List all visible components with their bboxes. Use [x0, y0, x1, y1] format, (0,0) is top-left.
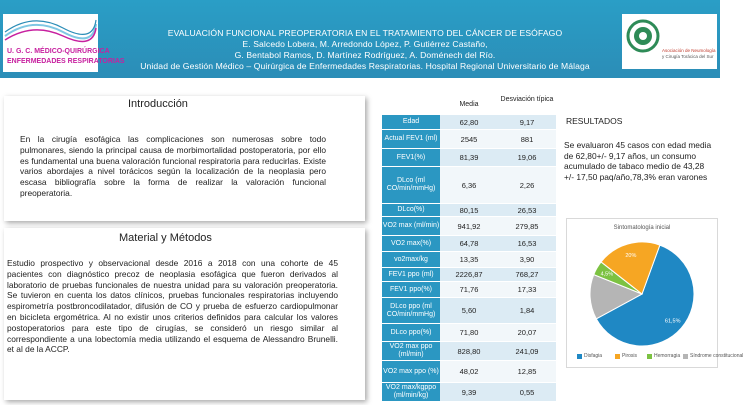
table-row — [382, 236, 557, 251]
pie-legend-entry — [647, 353, 680, 359]
intro-title: Introducción — [128, 98, 188, 110]
table-row — [382, 115, 557, 129]
poster-affiliation: Unidad de Gestión Médico – Quirúrgica de Enfermedades Respiratorias. Hospital Regional Universitario de Málaga — [140, 61, 590, 71]
pie-data-label: 4,5% — [600, 271, 614, 278]
poster-header — [0, 0, 720, 78]
methods-text: Estudio prospectivo y observacional desde 2016 a 2018 con una cohorte de 45 pacientes con diagnóstico precoz de neoplasia esofágica que fueron derivados al laboratorio de pruebas funcionales de nuestra unidad para su valoración preoperatoria. Se tuvieron en cuenta los datos clínicos, pruebas funcionales respiratorias incluyendo espirometría postbroncodilatador, difusión de CO y prueba de esfuerzo cardiopulmonar en bicicleta ergométrica. Al no existir unos criterios definidos para calcular los valores postoperatorios para este tipo de cirugías, se consideró un riesgo similar al correspondiente a una lobectomía media utilizando el esquema de Alessandro Brunelli. et al de la ACCP. — [7, 258, 338, 355]
pie-title: Sintomatología inicial — [613, 225, 671, 231]
table-header-dt: Desviación típica — [500, 96, 554, 103]
intro-panel — [4, 96, 365, 221]
table-cell-dt: 9,17 — [498, 115, 556, 129]
table-cell-media: 81,39 — [440, 149, 498, 166]
results-title: RESULTADOS — [566, 116, 623, 126]
table-row-label: DLco ppo (ml CO/min/mmHg) — [382, 298, 440, 323]
table-row-label: VO2 max ppo (ml/min) — [382, 342, 440, 360]
pie-data-label: 61,5% — [664, 318, 681, 325]
table-cell-dt: 1,84 — [498, 298, 556, 323]
poster-title-block — [110, 28, 620, 72]
table-header-media: Media — [459, 101, 479, 108]
table-cell-media: 71,80 — [440, 324, 498, 341]
table-row-separator — [382, 401, 557, 402]
table-row — [382, 342, 557, 360]
table-row-label: vo2max/kg — [382, 252, 440, 267]
results-text: Se evaluaron 45 casos con edad media de 62,80+/- 9,17 años, un consumo acumulado de tabaco medio de 43,28 +/- 17,50 paq/año,78,3% eran varones — [564, 140, 712, 182]
poster-authors-2: G. Bentabol Ramos, D. Martínez Rodríguez, A. Doménech del Río. — [234, 50, 496, 60]
pie-legend-swatch — [647, 354, 652, 359]
table-row-label: DLco (ml CO/min/mmHg) — [382, 167, 440, 203]
table-cell-media: 941,92 — [440, 217, 498, 235]
table-cell-media: 6,36 — [440, 167, 498, 203]
ugc-logo-line-2: ENFERMEDADES RESPIRATORIAS — [7, 58, 125, 65]
table-cell-media: 5,60 — [440, 298, 498, 323]
society-logo — [622, 14, 717, 69]
society-logo-line-2: y Cirugía Torácica del Sur — [662, 54, 714, 59]
table-cell-dt: 241,09 — [498, 342, 556, 360]
table-row-label: VO2 max(%) — [382, 236, 440, 251]
table-row — [382, 217, 557, 235]
table-cell-dt: 12,85 — [498, 361, 556, 382]
table-cell-dt: 17,33 — [498, 282, 556, 297]
methods-title: Material y Métodos — [119, 232, 212, 244]
pie-chart — [566, 218, 743, 368]
table-cell-media: 62,80 — [440, 115, 498, 129]
table-row — [382, 298, 557, 323]
society-logo-emblem-icon — [625, 18, 661, 54]
table-row — [382, 130, 557, 148]
table-row — [382, 361, 557, 382]
pie-chart-svg — [567, 229, 717, 359]
table-row-label: Edad — [382, 115, 440, 129]
pie-legend-swatch — [683, 354, 688, 359]
table-row-label: FEV1 ppo (ml) — [382, 268, 440, 281]
table-row-label: DLco(%) — [382, 204, 440, 216]
pie-legend-label: Síndrome constitucional — [690, 353, 743, 359]
pie-legend-label: Disfagia — [584, 353, 603, 359]
table-row-label: VO2 max/kgppo (ml/min/kg) — [382, 383, 440, 401]
poster-authors-1: E. Salcedo Lobera, M. Arredondo López, P. Gutiérrez Castaño, — [242, 39, 488, 49]
pie-legend — [575, 353, 743, 363]
table-row — [382, 268, 557, 281]
table-cell-media: 9,39 — [440, 383, 498, 401]
table-row — [382, 204, 557, 216]
society-logo-line-1: Asociación de Neumología — [662, 48, 716, 53]
table-row-label: FEV1(%) — [382, 149, 440, 166]
table-row — [382, 149, 557, 166]
pie-legend-swatch — [577, 354, 582, 359]
table-cell-media: 828,80 — [440, 342, 498, 360]
table-cell-dt: 0,55 — [498, 383, 556, 401]
table-cell-dt: 768,27 — [498, 268, 556, 281]
table-cell-media: 13,35 — [440, 252, 498, 267]
table-row — [382, 167, 557, 203]
table-cell-dt: 881 — [498, 130, 556, 148]
table-cell-media: 48,02 — [440, 361, 498, 382]
table-cell-dt: 19,06 — [498, 149, 556, 166]
ugc-logo — [3, 14, 125, 72]
intro-text: En la cirugía esofágica las complicaciones son numerosas sobre todo pulmonares, siendo la principal causa de morbimortalidad postoperatoria, por ello es fundamental una buena valoración funcional respiratoria para reducirlas. Existe varios abordajes a nivel torácicos según la localización de la neoplasia pero escasa bibliografía sobre la forma de realizar la valoración funcional preoperatoria. — [20, 134, 326, 198]
table-cell-dt: 20,07 — [498, 324, 556, 341]
table-cell-dt: 16,53 — [498, 236, 556, 251]
table-row-label: DLco ppo(%) — [382, 324, 440, 341]
table-row-label: Actual FEV1 (ml) — [382, 130, 440, 148]
table-cell-dt: 26,53 — [498, 204, 556, 216]
table-cell-media: 2545 — [440, 130, 498, 148]
table-row-label: VO2 max ppo (%) — [382, 361, 440, 382]
pie-data-label: 20% — [625, 253, 637, 260]
table-row-label: FEV1 ppo(%) — [382, 282, 440, 297]
pie-legend-entry — [615, 353, 637, 359]
table-row — [382, 324, 557, 341]
poster-title: EVALUACIÓN FUNCIONAL PREOPERATORIA EN EL TRATAMIENTO DEL CÁNCER DE ESÓFAGO — [167, 28, 563, 38]
table-row — [382, 252, 557, 267]
pie-legend-label: Hemorragia — [654, 353, 681, 359]
methods-panel — [4, 228, 365, 400]
pie-legend-swatch — [615, 354, 620, 359]
ugc-logo-waves-icon — [3, 14, 98, 44]
table-cell-media: 64,78 — [440, 236, 498, 251]
pie-legend-entry — [683, 353, 743, 359]
table-cell-media: 2226,87 — [440, 268, 498, 281]
table-cell-dt: 279,85 — [498, 217, 556, 235]
table-cell-media: 71,76 — [440, 282, 498, 297]
table-cell-dt: 2,26 — [498, 167, 556, 203]
pie-legend-label: Pirosis — [622, 353, 638, 359]
table-row — [382, 383, 557, 401]
table-cell-dt: 3,90 — [498, 252, 556, 267]
table-cell-media: 80,15 — [440, 204, 498, 216]
table-row-label: VO2 max (ml/min) — [382, 217, 440, 235]
ugc-logo-line-1: U. G. C. MÉDICO-QUIRÚRGICA — [7, 48, 110, 55]
pie-legend-entry — [577, 353, 602, 359]
table-row — [382, 282, 557, 297]
